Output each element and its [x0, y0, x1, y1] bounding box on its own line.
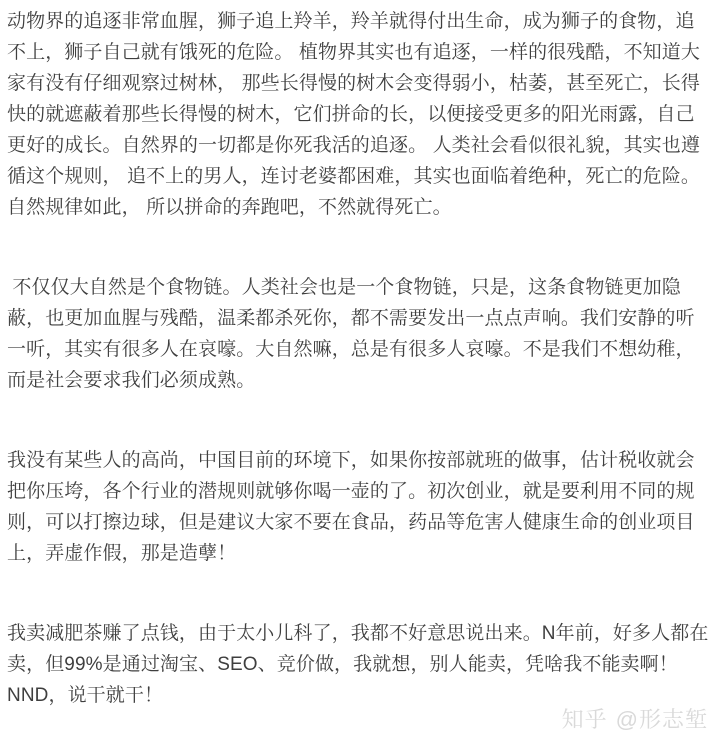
watermark-username: @形志堑 [615, 707, 708, 732]
paragraph-food-chain: 不仅仅大自然是个食物链。人类社会也是一个食物链，只是，这条食物链更加隐蔽，也更加血腥与残酷，温柔都杀死你，都不需要发出一点点声响。我们安静的听一听，其实有很多人在哀嚎。大自然嘛，总是有很多人哀嚎。不是我们不想幼稚，而是社会要求我们必须成熟。 [7, 277, 695, 391]
zhihu-watermark [562, 703, 708, 734]
zhihu-logo-text: 知乎 [561, 707, 608, 732]
paragraph-rules-startup: 我没有某些人的高尚，中国目前的环境下，如果你按部就班的做事，估计税收就会把你压垮，各个行业的潜规则就够你喝一壶的了。初次创业，就是要利用不同的规则，可以打擦边球，但是建议大家不要在食品，药品等危害人健康生命的创业项目上，弄虚作假，那是造孽！ [7, 450, 695, 564]
paragraph-animal-chase: 动物界的追逐非常血腥，狮子追上羚羊，羚羊就得付出生命，成为狮子的食物，追不上，狮子自己就有饿死的危险。 植物界其实也有追逐，一样的很残酷，不知道大家有没有仔细观察过树林， 那些长得慢的树木会变得弱小，枯萎，甚至死亡，长得快的就遮蔽着那些长得慢的树木，它们拼命的长，以便接受更多的阳光雨露，自己更好的成长。自然界的一切都是你死我活的追逐。 人类社会看似很礼貌，其实也遵循这个规则， 追不上的男人，连讨老婆都困难，其实也面临着绝种，死亡的危险。 自然规律如此， 所以拼命的奔跑吧，不然就得死亡。 [7, 11, 706, 218]
paragraph-diet-tea: 我卖减肥茶赚了点钱，由于太小儿科了，我都不好意思说出来。N年前，好多人都在卖，但99%是通过淘宝、SEO、竞价做，我就想，别人能卖，凭啥我不能卖啊！NND，说干就干！ [7, 623, 709, 706]
